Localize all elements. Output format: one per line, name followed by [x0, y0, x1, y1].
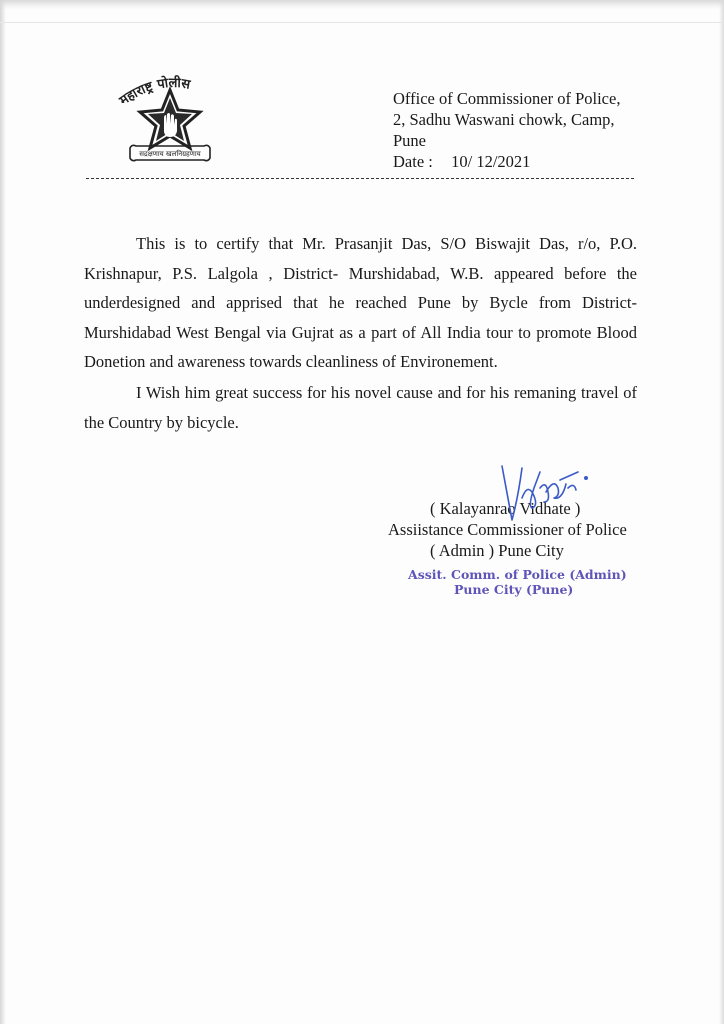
scan-artifact-line — [0, 22, 724, 23]
date-label: Date : — [393, 152, 433, 171]
signatory-name: ( Kalayanrao Vidhate ) — [430, 499, 581, 518]
office-address — [393, 88, 620, 172]
scan-edge-right — [719, 0, 724, 1024]
date-value: 10/ 12/2021 — [451, 152, 531, 171]
scan-edge-left — [0, 0, 6, 1024]
svg-text:सद्रक्षणाय खलनिग्रहणाय: सद्रक्षणाय खलनिग्रहणाय — [139, 150, 201, 158]
header-divider — [86, 178, 634, 179]
stamp-line-2: Pune City (Pune) — [454, 582, 574, 597]
svg-text:महाराष्ट्र पोलीस: महाराष्ट्र पोलीस — [116, 75, 192, 109]
signatory-department: ( Admin ) Pune City — [430, 541, 564, 560]
stamp-line-1: Assit. Comm. of Police (Admin) — [408, 567, 627, 582]
certificate-paragraph-2: I Wish him great success for his novel cause and for his remaning travel of the Country by bicycle. — [84, 383, 637, 432]
signatory-title: Assiistance Commissioner of Police — [388, 520, 627, 539]
address-line-3: Pune — [393, 131, 426, 150]
address-line-1: Office of Commissioner of Police, — [393, 89, 621, 108]
certificate-paragraph-1: This is to certify that Mr. Prasanjit Das, S/O Biswajit Das, r/o, P.O. Krishnapur, P.S. Lalgola , District- Murshidabad, W.B. appeared before the underdesigned and apprised that he reached Pune by Bycle from District-Murshidabad West Bengal via Gujrat as a part of All India tour to promote Blood Donetion and awareness towards cleanliness of Environement. — [84, 234, 637, 371]
handwritten-signature — [488, 458, 608, 528]
scan-edge-top — [0, 0, 724, 10]
date-line — [393, 151, 620, 172]
address-line-2: 2, Sadhu Waswani chowk, Camp, — [393, 110, 615, 129]
maharashtra-police-emblem-icon — [112, 74, 228, 166]
